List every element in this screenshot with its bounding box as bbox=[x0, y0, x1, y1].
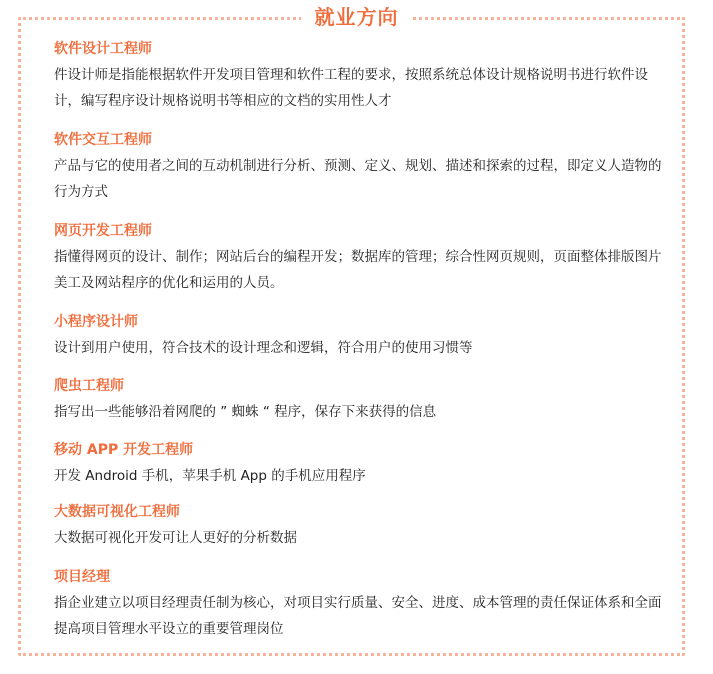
career-item-data-visualization-engineer bbox=[54, 501, 666, 551]
career-title: 项目经理 bbox=[54, 569, 110, 585]
career-description: 指企业建立以项目经理责任制为核心，对项目实行质量、安全、进度、成本管理的责任保证体系和全面提高项目管理水平设立的重要管理岗位 bbox=[54, 595, 662, 637]
career-item-mini-program-designer bbox=[54, 311, 666, 361]
career-item-software-designer bbox=[54, 38, 666, 114]
career-description: 指写出一些能够沿着网爬的 ” 蜘蛛 “ 程序，保存下来获得的信息 bbox=[54, 404, 437, 420]
career-description: 产品与它的使用者之间的互动机制进行分析、预测、定义、规划、描述和探索的过程，即定义人造物的行为方式 bbox=[54, 158, 662, 200]
career-title: 大数据可视化工程师 bbox=[54, 504, 180, 520]
career-item-crawler-engineer bbox=[54, 375, 666, 425]
career-description: 设计到用户使用，符合技术的设计理念和逻辑，符合用户的使用习惯等 bbox=[54, 340, 473, 356]
career-title: 小程序设计师 bbox=[54, 314, 138, 330]
career-title: 移动 APP 开发工程师 bbox=[54, 442, 194, 458]
career-description: 开发 Android 手机，苹果手机 App 的手机应用程序 bbox=[54, 468, 366, 484]
career-directions-list bbox=[54, 38, 666, 642]
career-title: 软件设计工程师 bbox=[54, 41, 152, 57]
page-header bbox=[0, 4, 713, 30]
career-title: 爬虫工程师 bbox=[54, 378, 124, 394]
career-description: 件设计师是指能根据软件开发项目管理和软件工程的要求，按照系统总体设计规格说明书进行软件设计，编写程序设计规格说明书等相应的文档的实用性人才 bbox=[54, 67, 648, 109]
career-item-mobile-app-developer bbox=[54, 439, 666, 489]
page-title: 就业方向 bbox=[301, 4, 413, 30]
career-item-project-manager bbox=[54, 566, 666, 642]
career-description: 指懂得网页的设计、制作；网站后台的编程开发；数据库的管理；综合性网页规则，页面整体排版图片美工及网站程序的优化和运用的人员。 bbox=[54, 249, 662, 291]
career-item-interaction-engineer bbox=[54, 129, 666, 205]
career-title: 网页开发工程师 bbox=[54, 223, 152, 239]
career-title: 软件交互工程师 bbox=[54, 132, 152, 148]
career-description: 大数据可视化开发可让人更好的分析数据 bbox=[54, 530, 297, 546]
career-item-web-developer bbox=[54, 220, 666, 296]
